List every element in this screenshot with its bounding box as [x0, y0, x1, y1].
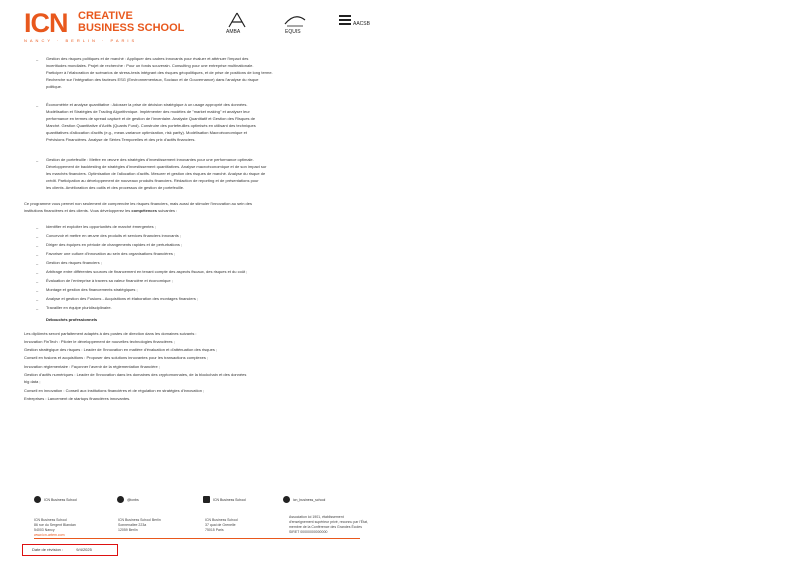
skill-item: Diriger des équipes en période de changements rapides et de perturbations ; [46, 242, 183, 247]
logo-cities: NANCY · BERLIN · PARIS [24, 38, 138, 43]
bullet-dash: – [36, 234, 39, 239]
campus-line: 75015 Paris [205, 528, 224, 532]
paragraph-line: Prévisions Financières. Analyse de Séries Temporelles et des prix d'actifs financiers. [46, 137, 196, 142]
bullet-dash: – [36, 57, 39, 62]
amba-logo [226, 12, 248, 36]
debouches-heading: Débouchés professionnels [46, 317, 98, 322]
debouche-item: Gestion stratégique des risques : Leader de l'innovation en matière d'évaluation et d'atténuation des risques ; [24, 347, 218, 352]
legal-line: membre de la Conférence des Grandes Écoles [289, 525, 362, 529]
debouches-intro: Les diplômés seront parfaitement adaptés à des postes de direction dans les domaines suivants : [24, 331, 197, 336]
debouche-item: Innovation réglementaire : Façonner l'avenir de la réglementation financière ; [24, 364, 160, 369]
paragraph-line: crédit. Participation au développement de nouveaux produits financiers. Rédaction de reporting et de présentations pour [46, 178, 259, 183]
bullet-dash: – [36, 306, 39, 311]
bullet-dash: – [36, 297, 39, 302]
revision-label: Date de révision : [32, 547, 64, 552]
facebook-icon[interactable] [34, 496, 41, 503]
campus-line: 12059 Berlin [118, 528, 138, 532]
debouche-item: Gestion d'actifs numériques : Leader de l'innovation dans les domaines des cryptomonnaies, de la blockchain et des données [24, 372, 247, 377]
revision-date [32, 547, 92, 552]
paragraph-line: Recherche sur l'intégration des facteurs ESG (Environnementaux, Sociaux et de Gouvernance) dans l'analyse du risque [46, 77, 259, 82]
paragraph-line: Gestion de portefeuille : Mettre en œuvre des stratégies d'investissement innovantes pour une performance optimale. [46, 157, 254, 162]
social-x-text[interactable]: ICN Business School [213, 498, 246, 502]
skill-item: Arbitrage entre différentes sources de financement en tenant compte des aspects fiscaux, des risques et du coût ; [46, 269, 248, 274]
paragraph-line: Participer à l'élaboration de scénarios de stress-tests intégrant des risques géopolitiques, et de prise de positions de long terme. [46, 70, 273, 75]
campus-line: ICN Business School Berlin [118, 518, 161, 522]
legal-line: SIRET 00000000000000 [289, 530, 328, 534]
social-linkedin-text[interactable]: icn_business_school [293, 498, 326, 502]
paragraph-line: Gestion des risques politiques et de marché : Appliquer des cadres innovants pour évaluer et atténuer l'impact des [46, 56, 249, 61]
website-link[interactable]: www.icn-artem.com [34, 533, 65, 537]
logo-icn-text: ICN [24, 8, 68, 38]
paragraph-line: incertitudes mondiales. Projet de recherche : Pour un fonds souverain. Consulting pour une entreprise multinationale. [46, 63, 254, 68]
equis-logo [283, 12, 307, 36]
equis-label: EQUIS [285, 29, 301, 35]
campus-line: ICN Business School [34, 518, 67, 522]
bullet-dash: – [36, 103, 39, 108]
skill-item: Analyse et gestion des Fusions - Acquisitions et élaboration des montages financiers ; [46, 296, 199, 301]
social-facebook-text[interactable]: ICN Business School [44, 498, 77, 502]
campus-line: Sonnenallee 223a [118, 523, 147, 527]
bullet-dash: – [36, 158, 39, 163]
footer-divider [34, 538, 360, 539]
intro-line: Ce programme vous permet non seulement de comprendre les risques financiers, mais aussi de stimuler l'innovation au sein des [24, 201, 252, 206]
campus-line: 37 quai de Grenelle [205, 523, 236, 527]
instagram-icon[interactable] [117, 496, 124, 503]
aacsb-label: AACSB [353, 21, 370, 27]
revision-value: 9/4/2025 [76, 547, 92, 552]
bullet-dash: – [36, 261, 39, 266]
debouche-item: Entreprises : Lancement de startups financières innovantes. [24, 396, 131, 401]
campus-line: ICN Business School [205, 518, 238, 522]
bullet-dash: – [36, 270, 39, 275]
linkedin-icon[interactable] [283, 496, 290, 503]
bullet-dash: – [36, 243, 39, 248]
campus-line: 86 rue du Sergent Blandan [34, 523, 76, 527]
legal-line: Association loi 1901, établissement [289, 515, 344, 519]
skill-item: Concevoir et mettre en œuvre des produits et services financiers innovants ; [46, 233, 181, 238]
logo-business-school: BUSINESS SCHOOL [78, 22, 185, 34]
x-twitter-icon[interactable] [203, 496, 210, 503]
paragraph-line: Modélisation et Stratégies de Trading Algorithmique. Implémenter des modèles de "market making" et analyser leur [46, 109, 250, 114]
debouche-item: Innovation FinTech : Piloter le développement de nouvelles technologies financières ; [24, 339, 175, 344]
bullet-dash: – [36, 252, 39, 257]
skill-item: Montage et gestion des financements stratégiques ; [46, 287, 138, 292]
skill-item: Travailler en équipe pluridisciplinaire. [46, 305, 112, 310]
paragraph-line: politique. [46, 84, 63, 89]
legal-line: d'enseignement supérieur privé, reconnu par l'État, [289, 520, 368, 524]
paragraph-line: performance en termes de spread capturé et de gestion de l'inventaire. Analyste Quantitatif et Gestion des Risques de [46, 116, 256, 121]
bullet-dash: – [36, 288, 39, 293]
paragraph-line: quantitatives d'allocation d'actifs (e.g., mean-variance optimization, risk parity). Modélisation Macroéconomique et [46, 130, 247, 135]
debouche-item: Conseil en innovation : Conseil aux institutions financières et de régulation en stratégies d'innovation ; [24, 388, 205, 393]
skill-item: Identifier et exploiter les opportunités de marché émergentes ; [46, 224, 156, 229]
skill-item: Favoriser une culture d'innovation au sein des organisations financières ; [46, 251, 176, 256]
social-instagram-text[interactable]: @icnbs [127, 498, 139, 502]
campus-line: 54003 Nancy [34, 528, 55, 532]
aacsb-logo [338, 12, 370, 36]
paragraph-line: Marché. Gestion Quantitative d'Actifs (Quants Fund). Construire des portefeuilles optimisés en utilisant des techniques [46, 123, 256, 128]
skill-item: Gestion des risques financiers ; [46, 260, 102, 265]
bullet-dash: – [36, 225, 39, 230]
logo-creative: CREATIVE [78, 10, 133, 22]
intro-line: institutions financières et des clients. Vous développerez les compétences suivantes : [24, 208, 178, 213]
paragraph-line: les clients. Amélioration des outils et des processus de gestion de portefeuille. [46, 185, 185, 190]
paragraph-line: les marchés financiers. Optimisation de l'allocation d'actifs. Mesurer et gestion des risques de marché. Analyse du risque de [46, 171, 266, 176]
debouche-item: Conseil en fusions et acquisitions : Proposer des solutions innovantes pour les transactions complexes ; [24, 355, 209, 360]
paragraph-line: Développement de backtesting de stratégies d'investissement quantitatives. Analyse macroéconomique et de son impact sur [46, 164, 267, 169]
skill-item: Évaluation de l'entreprise à travers sa valeur financière et économique ; [46, 278, 173, 283]
bullet-dash: – [36, 279, 39, 284]
paragraph-line: Économétrie et analyse quantitative : Adosser la prise de décision stratégique à un usage approprié des données. [46, 102, 248, 107]
intro-bold-word: compétences [131, 208, 157, 213]
debouche-item: big data ; [24, 379, 41, 384]
amba-label: AMBA [226, 29, 241, 35]
